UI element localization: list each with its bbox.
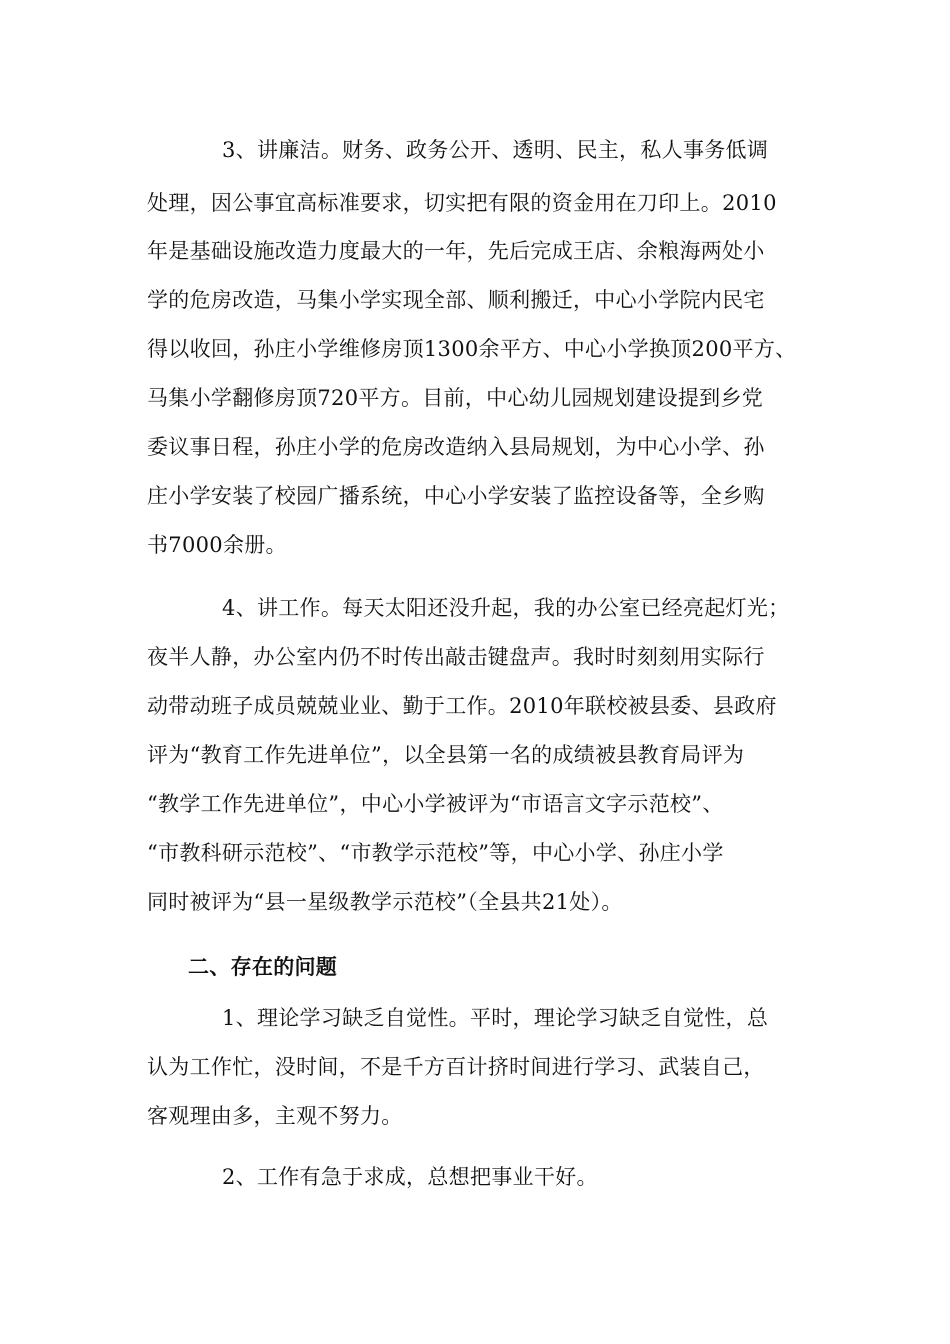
text-line: 书7000余册。 (147, 533, 287, 557)
text-line: 学的危房改造，马集小学实现全部、顺利搬迁，中心小学院内民宅 (147, 288, 765, 312)
text-line: 得以收回，孙庄小学维修房顶1300余平方、中心小学换顶200平方、 (147, 337, 797, 361)
text-line: 2、工作有急于求成，总想把事业干好。 (222, 1165, 598, 1189)
text-line: 1、理论学习缺乏自觉性。平时，理论学习缺乏自觉性，总 (222, 1006, 769, 1030)
text-line: 3、讲廉洁。财务、政务公开、透明、民主，私人事务低调 (222, 138, 769, 162)
text-line: 庄小学安装了校园广播系统，中心小学安装了监控设备等，全乡购 (147, 484, 765, 508)
text-line: 马集小学翻修房顶720平方。目前，中心幼儿园规划建设提到乡党 (147, 386, 764, 410)
text-line: “市教科研示范校”、“市教学示范校”等，中心小学、孙庄小学 (147, 841, 724, 865)
text-line: 评为“教育工作先进单位”，以全县第一名的成绩被县教育局评为 (147, 743, 745, 767)
text-line: “教学工作先进单位”，中心小学被评为“市语言文字示范校”、 (147, 792, 724, 816)
section-heading: 二、存在的问题 (188, 954, 338, 979)
text-line: 4、讲工作。每天太阳还没升起，我的办公室已经亮起灯光； (222, 596, 790, 620)
text-line: 夜半人静，办公室内仍不时传出敲击键盘声。我时时刻刻用实际行 (147, 645, 765, 669)
text-line: 同时被评为“县一星级教学示范校”（全县共21处）。 (147, 890, 623, 914)
text-line: 动带动班子成员兢兢业业、勤于工作。2010年联校被县委、县政府 (147, 694, 777, 718)
text-line: 年是基础设施改造力度最大的一年，先后完成王店、余粮海两处小 (147, 239, 765, 263)
text-line: 委议事日程，孙庄小学的危房改造纳入县局规划，为中心小学、孙 (147, 435, 765, 459)
text-line: 认为工作忙，没时间，不是千方百计挤时间进行学习、武装自己， (147, 1055, 765, 1079)
text-line: 客观理由多，主观不努力。 (147, 1104, 403, 1128)
text-line: 处理，因公事宜高标准要求，切实把有限的资金用在刀印上。2010 (147, 191, 777, 215)
